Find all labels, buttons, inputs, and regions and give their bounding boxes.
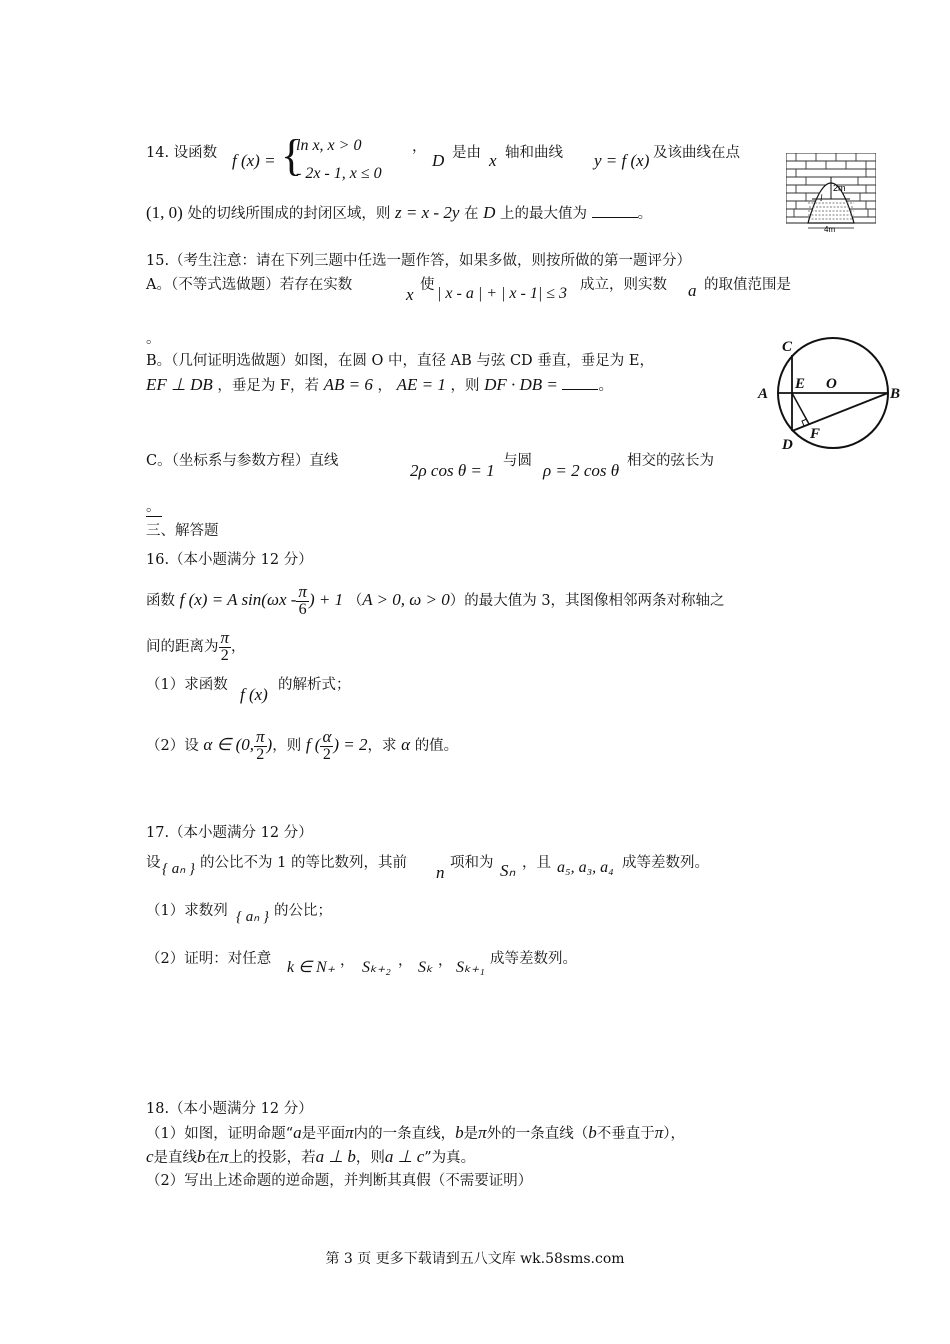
q17-part2: （2）证明：对任意 <box>146 951 272 967</box>
q16-line2: 间的距离为 $\frac{\pi}{2}$ ， <box>146 628 246 665</box>
q18-line3: （2）写出上述命题的逆命题，并判断其真假（不需要证明） <box>146 1173 533 1189</box>
q15-C-answer-blank <box>146 516 162 517</box>
q18-line1: （1）如图，证明命题“a是平面π内的一条直线，b是π外的一条直线（b不垂直于π）， <box>146 1123 685 1142</box>
q18-header: 18.（本小题满分 12 分） <box>146 1101 313 1117</box>
brick-arch-figure <box>786 153 876 233</box>
q14-line1: 14. 设函数 <box>146 145 218 161</box>
q14-case2: - 2x - 1, x ≤ 0 <box>296 165 382 182</box>
q18-line2: c是直线b在π上的投影，若a ⊥ b，则a ⊥ c”为真。 <box>146 1147 476 1166</box>
q14-objective: z = x - 2y <box>395 203 460 222</box>
arch-height-label: 2m <box>833 183 846 193</box>
q16-line1: 函数 f (x) = A sin(ωx - $\frac{\pi}{6}$ ) + 1 （A > 0, ω > 0）的最大值为 3，其图像相邻两条对称轴之 <box>146 582 725 619</box>
page-footer: 第 3 页 更多下载请到五八文库 wk.58sms.com <box>325 1251 625 1267</box>
q17-part1: （1）求数列 <box>146 903 228 919</box>
section-heading: 三、解答题 <box>146 523 219 539</box>
q14-answer-blank <box>592 217 638 218</box>
q15-A-inequality: | x - a | + | x - 1| ≤ 3 <box>437 285 568 302</box>
circle-geometry-figure <box>756 334 906 454</box>
q15-header: 15.（考生注意：请在下列三题中任选一题作答，如果多做，则按所做的第一题评分） <box>146 253 692 269</box>
q15-B-answer-blank <box>562 389 598 390</box>
q14-function: f (x) = <box>232 151 276 170</box>
q14-D: D <box>432 151 445 170</box>
point-F-label: F <box>810 426 821 442</box>
point-B-label: B <box>890 386 901 402</box>
point-A-label: A <box>758 386 769 402</box>
q17-header: 17.（本小题满分 12 分） <box>146 825 313 841</box>
arch-width-label: 4m <box>824 225 836 233</box>
q14-line2: (1, 0) 处的切线所围成的封闭区域，则 z = x - 2y 在 D 上的最大值为 。 <box>146 203 653 222</box>
point-O-label: O <box>826 376 837 392</box>
frac-pi-2: $\frac{\pi}{2}$ <box>220 628 230 665</box>
q16-part1: （1）求函数 <box>146 677 228 693</box>
q15-C-line: C。（坐标系与参数方程）直线 <box>146 453 339 469</box>
q15-B-line2: EF ⊥ DB ，垂足为 F，若 AB = 6 ， AE = 1 ，则 DF · DB = 。 <box>146 375 613 394</box>
q15-B-line1: B。（几何证明选做题）如图，在圆 O 中，直径 AB 与弦 CD 垂直，垂足为 E， <box>146 353 654 369</box>
point-C-label: C <box>782 339 793 355</box>
q17-line1: 设 <box>146 855 161 871</box>
q14-brace: { <box>281 131 303 180</box>
q16-part2: （2）设 α ∈ (0, $\frac{\pi}{2}$ )，则 f ( $\frac{\alpha}{2}$ ) = 2，求 α 的值。 <box>146 727 459 764</box>
frac-pi-6: $\frac{\pi}{6}$ <box>298 582 307 619</box>
q14-number: 14. <box>146 145 170 161</box>
point-E-label: E <box>795 376 806 392</box>
q15-C-answer: 。 <box>146 499 161 515</box>
point-D-label: D <box>782 437 793 453</box>
q14-curve: y = f (x) <box>594 151 650 170</box>
q14-case1: ln x, x > 0 <box>296 137 362 154</box>
arch-l-label: l <box>820 193 823 203</box>
q16-header: 16.（本小题满分 12 分） <box>146 552 313 568</box>
q15-A-line: A。（不等式选做题）若存在实数 <box>146 277 353 293</box>
